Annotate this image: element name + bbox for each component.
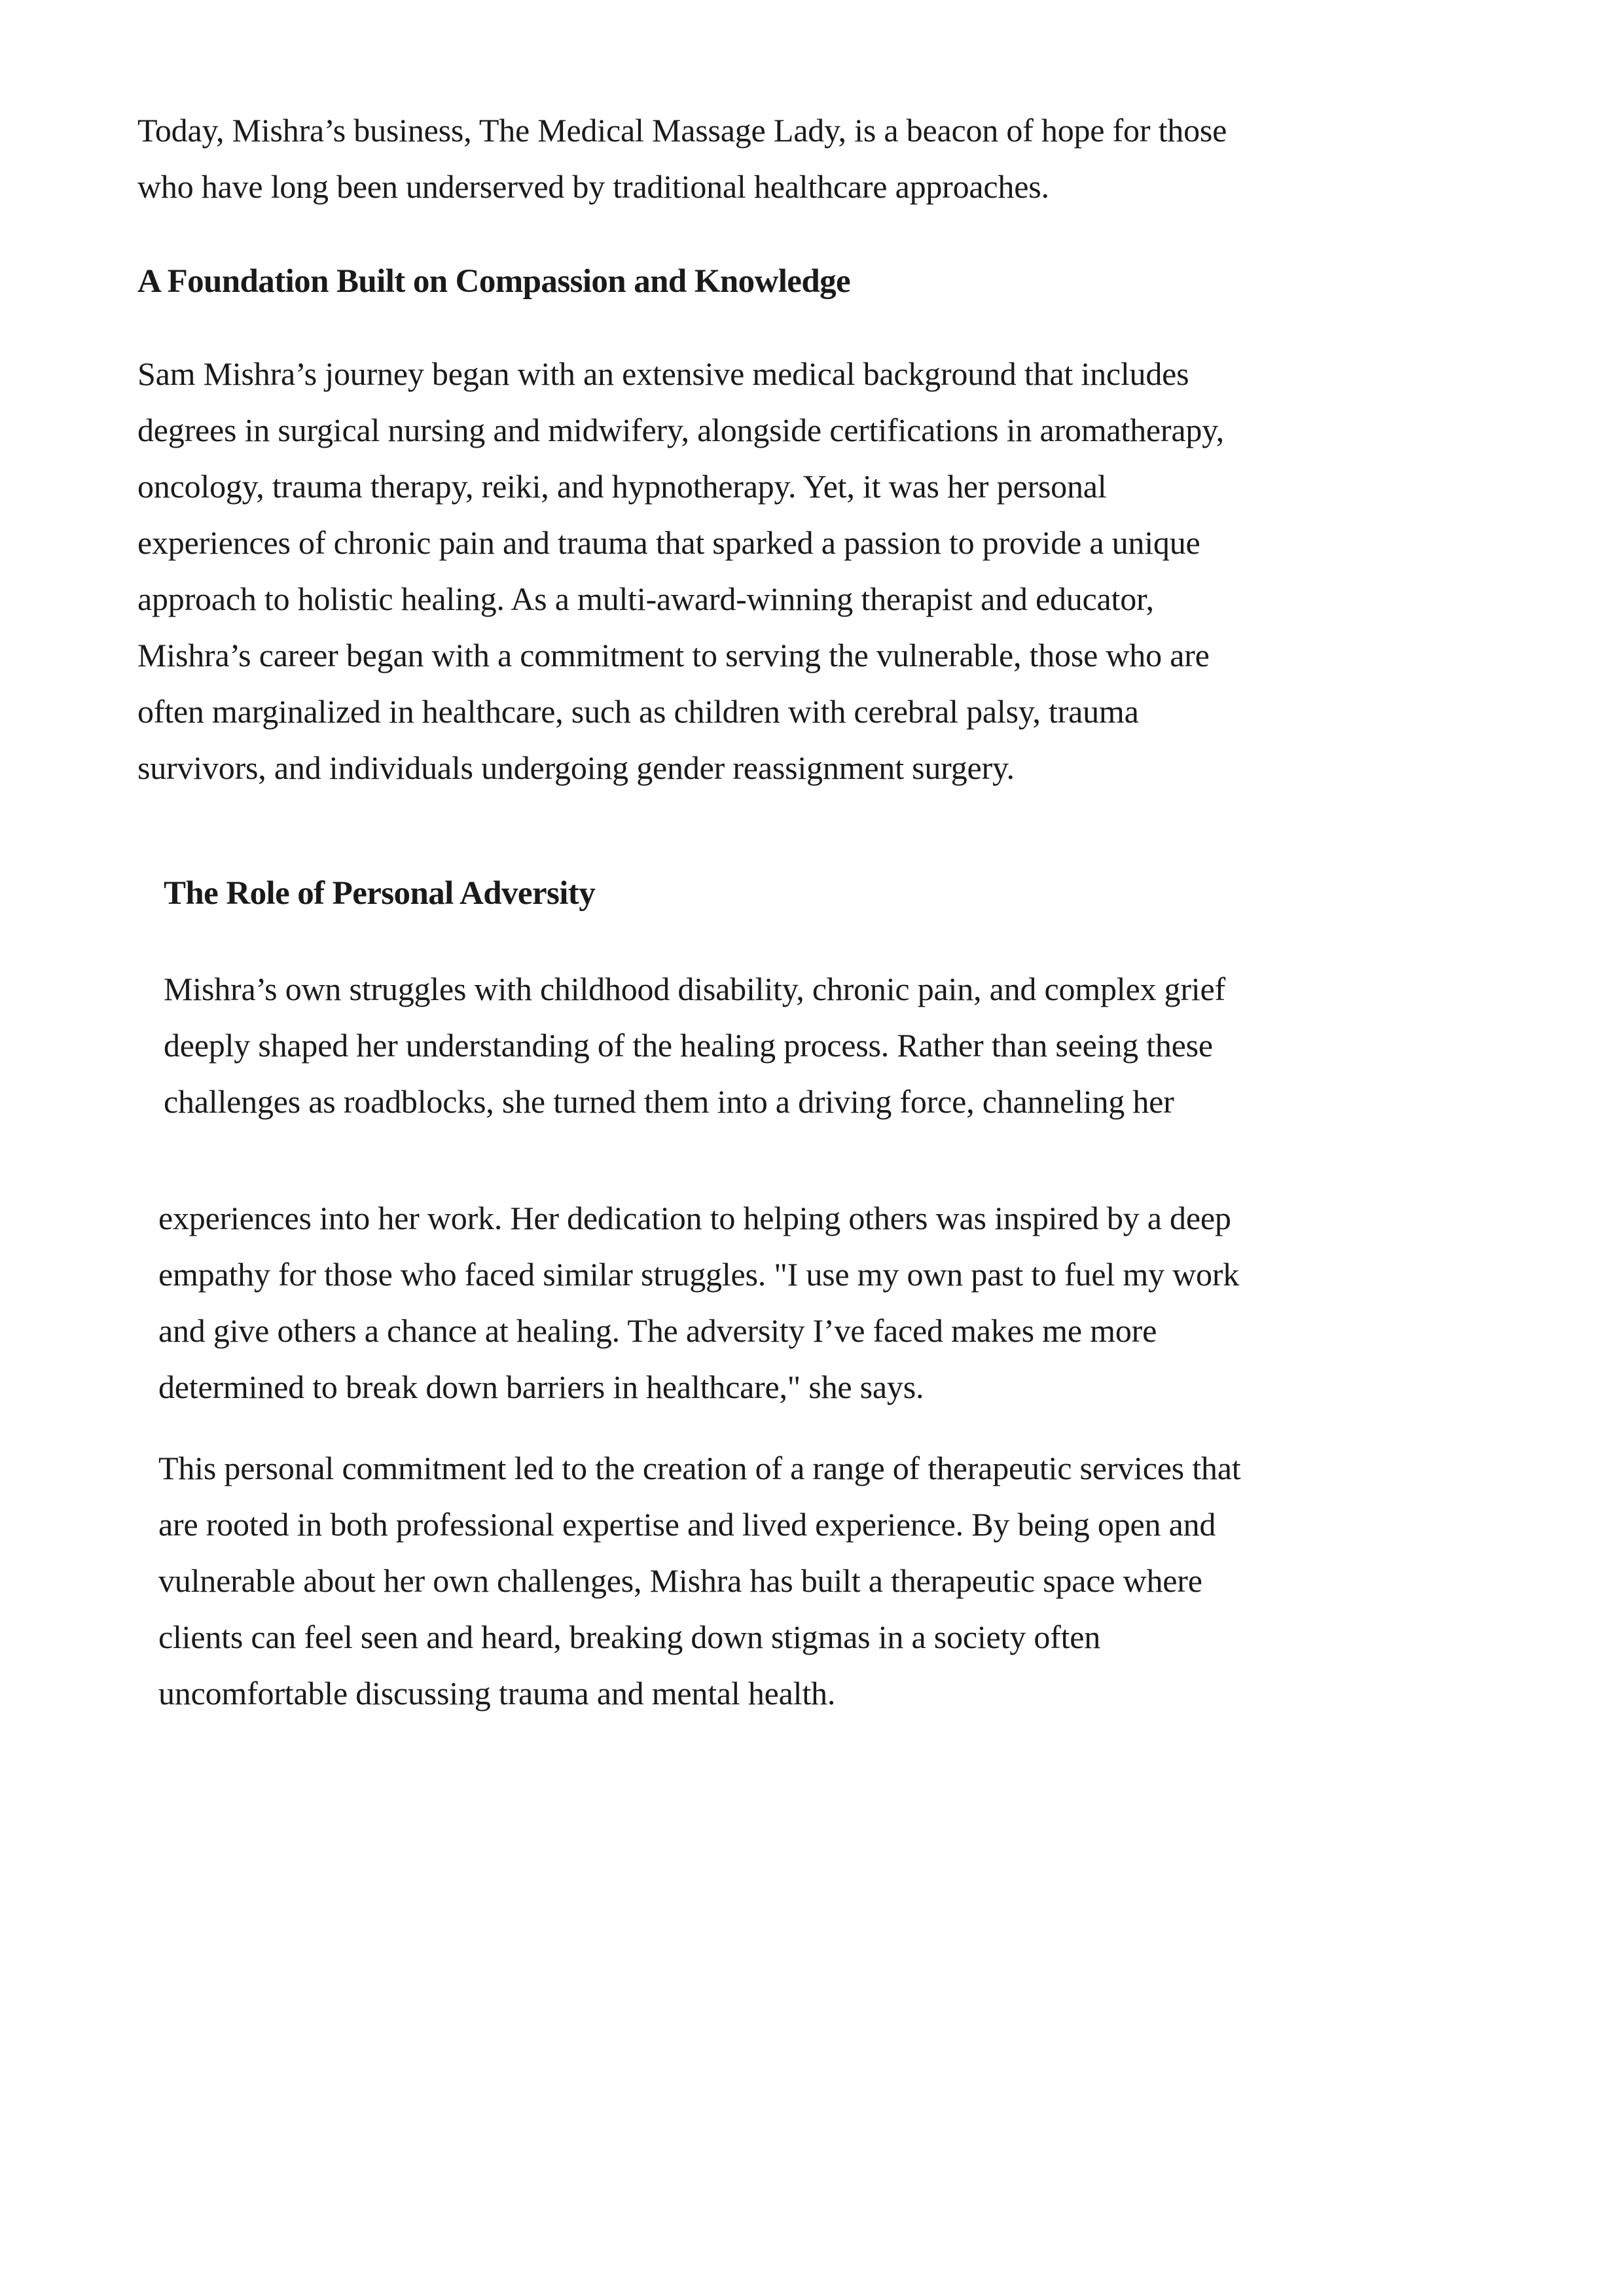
commitment-paragraph	[158, 1440, 1240, 1721]
paragraph-line: uncomfortable discussing trauma and mental health.	[158, 1675, 836, 1712]
paragraph-line: clients can feel seen and heard, breaking down stigmas in a society often	[158, 1619, 1101, 1655]
section-heading-adversity: The Role of Personal Adversity	[164, 875, 596, 912]
paragraph-line: degrees in surgical nursing and midwifery, alongside certifications in aromatherapy,	[137, 412, 1224, 448]
foundation-paragraph	[137, 346, 1224, 796]
paragraph-line: empathy for those who faced similar struggles. "I use my own past to fuel my work	[158, 1256, 1240, 1293]
paragraph-line: This personal commitment led to the creation of a range of therapeutic services that	[158, 1450, 1241, 1486]
intro-paragraph	[137, 102, 1227, 215]
paragraph-line: experiences into her work. Her dedication to helping others was inspired by a deep	[158, 1200, 1231, 1236]
intro-line: Today, Mishra’s business, The Medical Massage Lady, is a beacon of hope for those	[137, 112, 1227, 149]
paragraph-line: challenges as roadblocks, she turned them into a driving force, channeling her	[164, 1083, 1174, 1120]
adversity-paragraph-part2	[158, 1190, 1239, 1415]
paragraph-line: often marginalized in healthcare, such as children with cerebral palsy, trauma	[137, 693, 1139, 730]
paragraph-line: Mishra’s career began with a commitment to serving the vulnerable, those who are	[137, 637, 1210, 673]
paragraph-line: vulnerable about her own challenges, Mishra has built a therapeutic space where	[158, 1562, 1202, 1599]
adversity-paragraph-part1	[164, 961, 1225, 1130]
section-heading-foundation: A Foundation Built on Compassion and Knowledge	[137, 263, 851, 300]
paragraph-line: oncology, trauma therapy, reiki, and hypnotherapy. Yet, it was her personal	[137, 468, 1107, 505]
paragraph-line: approach to holistic healing. As a multi-award-winning therapist and educator,	[137, 581, 1154, 617]
paragraph-line: determined to break down barriers in healthcare," she says.	[158, 1369, 924, 1405]
paragraph-line: Mishra’s own struggles with childhood disability, chronic pain, and complex grief	[164, 971, 1225, 1007]
paragraph-line: deeply shaped her understanding of the healing process. Rather than seeing these	[164, 1027, 1213, 1064]
paragraph-line: experiences of chronic pain and trauma that sparked a passion to provide a unique	[137, 524, 1200, 561]
intro-line: who have long been underserved by traditional healthcare approaches.	[137, 168, 1049, 205]
paragraph-line: Sam Mishra’s journey began with an extensive medical background that includes	[137, 355, 1189, 392]
paragraph-line: survivors, and individuals undergoing gender reassignment surgery.	[137, 749, 1015, 786]
paragraph-line: and give others a chance at healing. The adversity I’ve faced makes me more	[158, 1312, 1157, 1349]
paragraph-line: are rooted in both professional expertise and lived experience. By being open and	[158, 1506, 1216, 1543]
